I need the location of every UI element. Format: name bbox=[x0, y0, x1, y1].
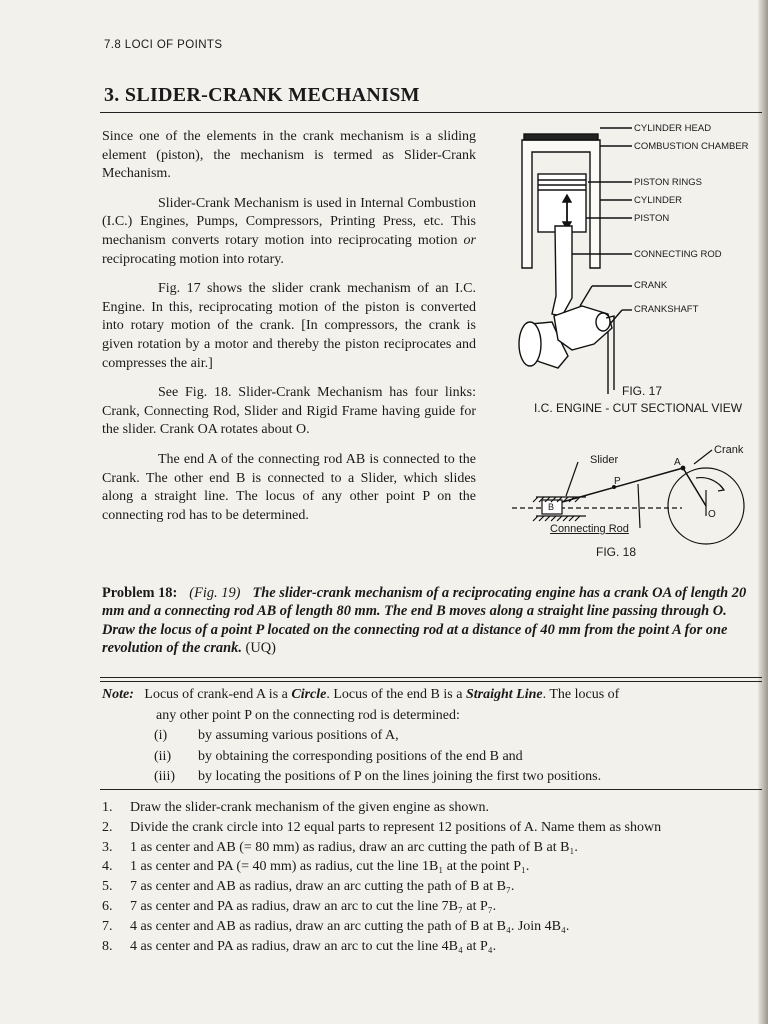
note-item-num: (iii) bbox=[154, 769, 175, 784]
step-text: 1 as center and AB (= 80 mm) as radius, draw an arc cutting the path of B at B₁. bbox=[130, 839, 578, 855]
step-item bbox=[102, 897, 768, 917]
step-text: 7 as center and PA as radius, draw an arc to cut the line 7B₇ at P₇. bbox=[130, 898, 497, 914]
note-line-1 bbox=[102, 685, 762, 706]
note-rule-bottom bbox=[100, 789, 762, 790]
step-number: 7. bbox=[102, 918, 113, 934]
problem-statement: The slider-crank mechanism of a reciprocating engine has a crank OA of length 20 mm and a connecting rod AB of length 80 mm. The end B moves along a straight line passing through O. Draw the locus of a point P located on the connecting rod at a distance of 40 mm from the point A for one revolution of the crank. bbox=[102, 585, 747, 657]
note-rule-top bbox=[100, 677, 762, 678]
paragraph-2 bbox=[102, 195, 476, 269]
note-item bbox=[102, 747, 762, 768]
paragraph-2-b: reciprocating motion into rotary. bbox=[102, 251, 284, 267]
label-point-P: P bbox=[614, 476, 621, 487]
step-number: 3. bbox=[102, 839, 113, 855]
step-number: 2. bbox=[102, 819, 113, 835]
label-piston-rings: PISTON RINGS bbox=[634, 177, 702, 188]
step-number: 5. bbox=[102, 879, 113, 895]
note-item-text: by obtaining the corresponding positions of the end B and bbox=[198, 748, 523, 764]
note-item-num: (ii) bbox=[154, 748, 172, 764]
paragraph-4: See Fig. 18. Slider-Crank Mechanism has four links: Crank, Connecting Rod, Slider and Rigid Frame having guide for the slider. Crank OA rotates about O. bbox=[102, 385, 476, 438]
paragraph-1: Since one of the elements in the crank mechanism is a sliding element (piston), the mechanism is termed as Slider-Crank Mechanism. bbox=[102, 129, 476, 182]
note-straight-line: Straight Line bbox=[465, 687, 543, 702]
step-text: Divide the crank circle into 12 equal parts to represent 12 positions of A. Name them as shown bbox=[130, 819, 662, 835]
label-crank-fig18: Crank bbox=[714, 444, 744, 456]
step-text: 1 as center and PA (= 40 mm) as radius, cut the line 1B₁ at the point P₁. bbox=[130, 859, 530, 875]
step-item bbox=[102, 838, 768, 858]
crank-arm bbox=[683, 468, 706, 506]
step-item bbox=[102, 917, 768, 937]
step-number: 8. bbox=[102, 938, 113, 954]
paragraph-3: Fig. 17 shows the slider crank mechanism of an I.C. Engine. In this, reciprocating motion of the piston is converted into rotary motion of the crank. [In compressors, the crank is given rotation by a motor and thereby the piston reciprocates and compresses the air.] bbox=[102, 281, 476, 371]
label-cylinder-head: CYLINDER HEAD bbox=[634, 123, 712, 134]
crank bbox=[519, 322, 541, 366]
label-point-A: A bbox=[674, 457, 681, 468]
problem-tag: (UQ) bbox=[245, 640, 276, 657]
construction-steps bbox=[102, 798, 768, 956]
piston bbox=[538, 174, 586, 232]
step-item bbox=[102, 937, 768, 957]
step-item bbox=[102, 818, 768, 838]
label-point-O: O bbox=[708, 509, 716, 520]
label-combustion-chamber: COMBUSTION CHAMBER bbox=[634, 141, 749, 152]
fig17-number: FIG. 17 bbox=[622, 384, 663, 398]
label-connecting-rod-fig18: Connecting Rod bbox=[550, 523, 629, 535]
step-item bbox=[102, 877, 768, 897]
note-text-a: Locus of crank-end A is a bbox=[144, 687, 292, 702]
engine-figures bbox=[510, 118, 768, 578]
step-text: 4 as center and PA as radius, draw an arc to cut the line 4B₄ at P₄. bbox=[130, 938, 497, 954]
section-title: 3. SLIDER-CRANK MECHANISM bbox=[104, 84, 420, 106]
note-label: Note: bbox=[102, 687, 134, 702]
fig18-caption: FIG. 18 bbox=[596, 545, 637, 559]
note-item bbox=[102, 726, 762, 747]
label-crank: CRANK bbox=[634, 280, 668, 291]
label-piston: PISTON bbox=[634, 213, 670, 224]
note-box bbox=[102, 685, 762, 788]
step-number: 6. bbox=[102, 898, 113, 914]
note-rule-top-double bbox=[100, 681, 762, 682]
step-number: 1. bbox=[102, 800, 113, 815]
label-point-B: B bbox=[548, 502, 555, 512]
title-rule bbox=[100, 112, 762, 113]
paragraph-2-or: or bbox=[463, 232, 476, 248]
cylinder-head bbox=[524, 134, 598, 140]
step-number: 4. bbox=[102, 859, 113, 875]
step-text: 7 as center and AB as radius, draw an arc cutting the path of B at B₇. bbox=[130, 879, 515, 895]
note-item-text: by assuming various positions of A, bbox=[198, 728, 399, 743]
label-slider: Slider bbox=[590, 454, 619, 466]
connecting-rod bbox=[552, 226, 572, 316]
note-circle: Circle bbox=[291, 687, 327, 702]
note-line-2: any other point P on the connecting rod is determined: bbox=[156, 707, 460, 723]
note-item bbox=[102, 767, 762, 788]
step-item bbox=[102, 857, 768, 877]
note-text-b: . Locus of the end B is a bbox=[326, 687, 466, 702]
fig17-caption: I.C. ENGINE - CUT SECTIONAL VIEW bbox=[534, 401, 743, 415]
step-item bbox=[102, 798, 768, 818]
note-text-c: . The locus of bbox=[542, 687, 620, 702]
running-head: 7.8 LOCI OF POINTS bbox=[104, 39, 223, 51]
label-crankshaft: CRANKSHAFT bbox=[634, 304, 699, 315]
note-item-text: by locating the positions of P on the lines joining the first two positions. bbox=[198, 769, 602, 784]
label-cylinder: CYLINDER bbox=[634, 195, 683, 206]
step-text: Draw the slider-crank mechanism of the given engine as shown. bbox=[130, 800, 489, 815]
note-item-num: (i) bbox=[154, 728, 168, 743]
problem-label: Problem 18: bbox=[102, 585, 178, 601]
label-connecting-rod: CONNECTING ROD bbox=[634, 249, 722, 260]
intro-text bbox=[102, 128, 476, 536]
problem-18 bbox=[102, 584, 762, 658]
paragraph-5: The end A of the connecting rod AB is connected to the Crank. The other end B is connected to a Slider, which slides along a straight line. The locus of any other point P on the connecting rod has to be determined. bbox=[102, 451, 476, 523]
paragraph-2-a: Slider-Crank Mechanism is used in Internal Combustion (I.C.) Engines, Pumps, Compressors, Printing Press, etc. This mechanism converts rotary motion into reciprocating motion bbox=[102, 195, 476, 248]
problem-figure-ref: (Fig. 19) bbox=[189, 585, 241, 601]
step-text: 4 as center and AB as radius, draw an arc cutting the path of B at B₄. Join 4B₄. bbox=[130, 918, 570, 934]
